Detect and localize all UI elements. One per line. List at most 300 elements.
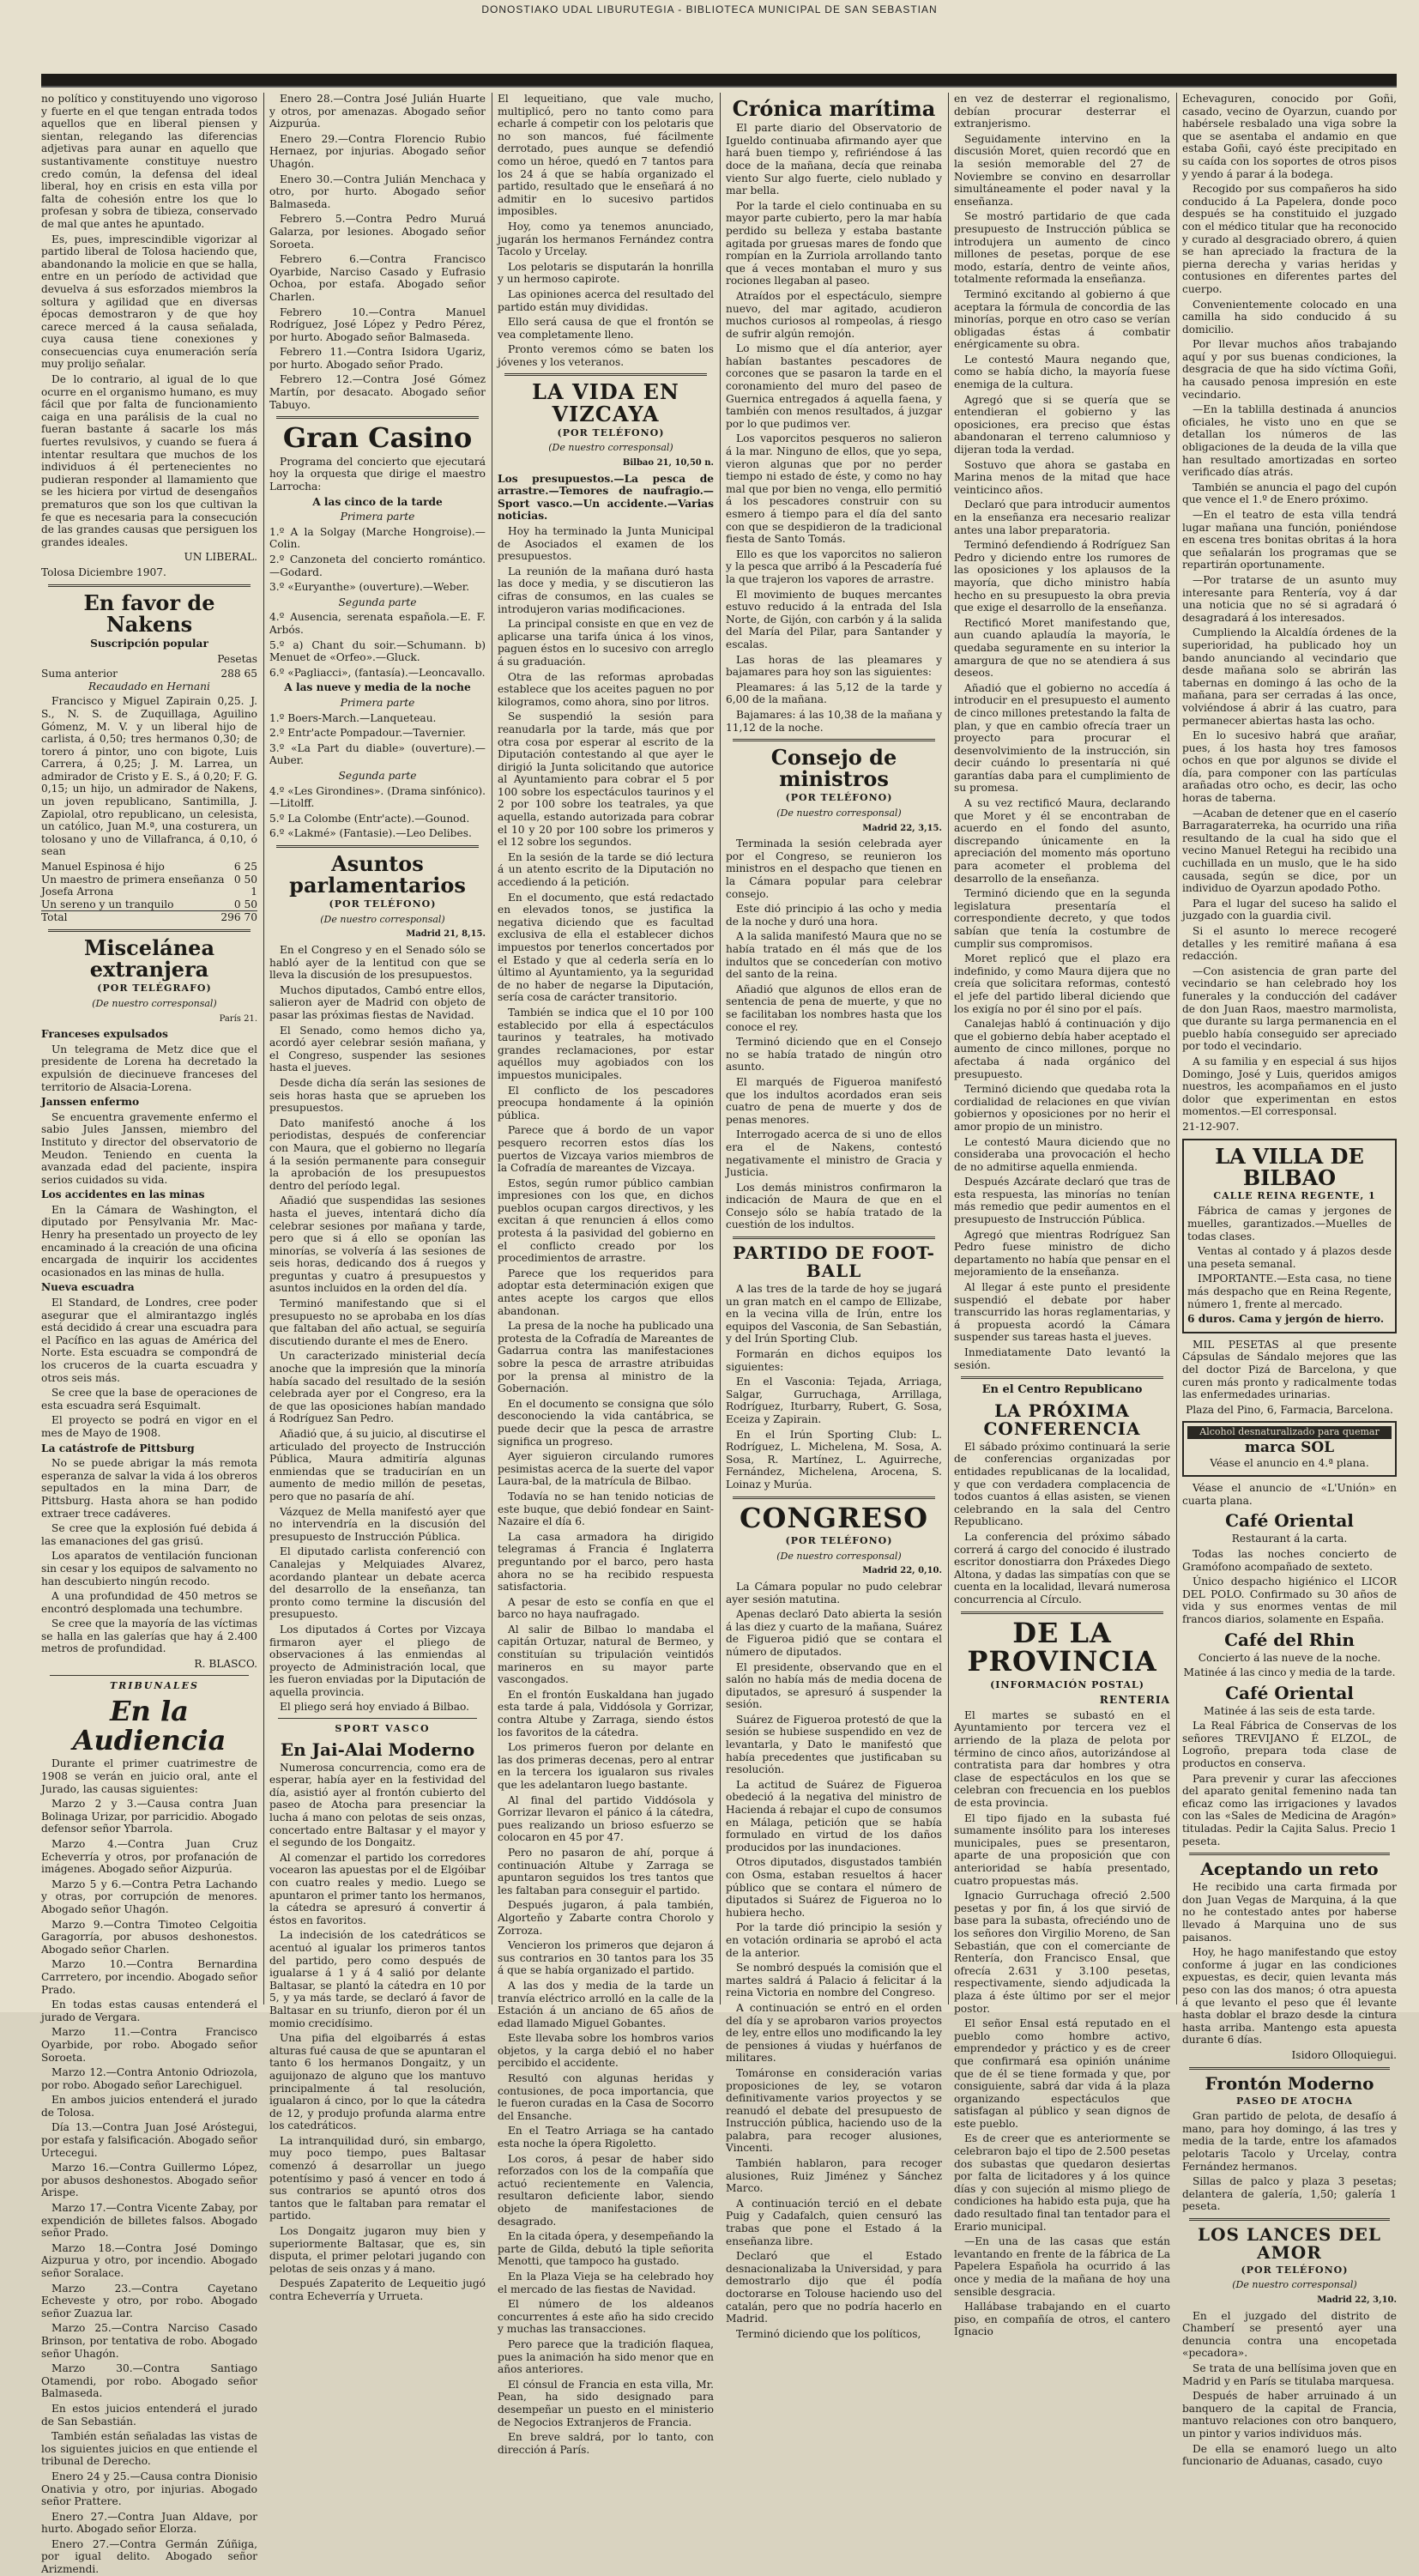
paragraph: Lo mismo que el día anterior, ayer habían bastantes pescadores de corcones que se pasaron la tarde en el coronamiento del muro del paseo de Guernica entregados á aquella faena, y también con menos resultados, á juzgar por lo que pudimos ver. (726, 342, 942, 430)
row-value: 288 65 (220, 668, 257, 680)
paragraph: Por la tarde dió principio la sesión y en votación ordinaria se aprobó el acta de la anterior. (726, 1921, 942, 1959)
paragraph: IMPORTANTE.—Esta casa, no tiene más despacho que en Reina Regente, número 1, frente al mercado. (1187, 1273, 1392, 1310)
paragraph: Ello será causa de que el frontón se vea completamente lleno. (498, 316, 714, 341)
paragraph: En breve saldrá, por lo tanto, con dirección á París. (498, 2431, 714, 2456)
nakens-subtitle: Suscripción popular (90, 637, 208, 650)
paragraph: Es de creer que es anteriormente se celebraron bajo el tipo de 2.500 pesetas dos subastas que quedaron desiertas por falta de licitadores y á los quince días y con sujeción al mismo pliego de condiciones ha habido esta puja, que ha dado resultado final tan tentador para el Erario municipal. (954, 2132, 1170, 2233)
paragraph: Véase el anuncio de «L'Unión» en cuarta plana. (1182, 1482, 1397, 1507)
paragraph: —Con asistencia de gran parte del vecindario se han celebrado hoy los funerales y la conducción del cadáver de don Juan Raos, maestro marmolista, que durante su larga permanencia en el pueblo había conseguido ser apreciado por todo el vecindario. (1182, 964, 1397, 1053)
paragraph: De ella se enamoró luego un alto funcionario de Aduanas, casado, cuyo (1182, 2442, 1397, 2468)
paragraph: Durante el primer cuatrimestre de 1908 se verán en juicio oral, ante el Jurado, las causas siguientes: (41, 1757, 257, 1795)
paragraph: Se cree que la explosión fué debida á las emanaciones del gas grisú. (41, 1522, 257, 1547)
paragraph: Febrero 10.—Contra Manuel Rodríguez, José López y Pedro Pérez, por hurto. Abogado señor Balmaseda. (269, 305, 486, 343)
section-title-fronton: Frontón Moderno (1205, 2072, 1374, 2094)
paragraph: Al llegar á este punto el presidente suspendió el debate por haber transcurrido las horas reglamentarias, y á propuesta acordó la Cámara suspender sus tareas hasta el jueves. (954, 1281, 1170, 1344)
section-title-lances: LOS LANCES DEL AMOR (1198, 2223, 1381, 2263)
paragraph: Marzo 17.—Contra Vicente Zabay, por expendición de billetes falsos. Abogado señor Prado. (41, 2202, 257, 2240)
paragraph: A su familia y en especial á sus hijos Domingo, José y Luis, queridos amigos nuestros, les acompañamos en el justo dolor que experimentan en estos momentos.—El corresponsal. (1182, 1055, 1397, 1118)
paragraph: Se encuentra gravemente enfermo el sabio Jules Janssen, miembro del Instituto y director del observatorio de Meudon. Teniendo en cuenta la avanzada edad del paciente, inspira serios cuidados su vida. (41, 1110, 257, 1186)
paragraph: El Standard, de Londres, cree poder asegurar que el almirantazgo inglés está decidido á crear una escuadra para el Pacífico en las aguas de América del Norte. Esta escuadra se compondrá de los cruceros de la cuarta escuadra y otros seis más. (41, 1297, 257, 1384)
paragraph: Marzo 18.—Contra José Domingo Aizpurua y otro, por incendio. Abogado señor Soralace. (41, 2241, 257, 2279)
section-title-miscelanea: Miscelánea extranjera (83, 935, 214, 983)
program-item: 5.º a) Chant du soir.—Schumann. b) Menuet de «Orfeo».—Gluck. (269, 638, 486, 664)
paragraph: El Senado, como hemos dicho ya, acordó ayer celebrar sesión mañana, y el Congreso, suspender las sesiones hasta el jueves. (269, 1024, 486, 1074)
paragraph: Este dió principio á las ocho y media de la noche y duró una hora. (726, 903, 942, 928)
subhead: Segunda parte (338, 596, 417, 608)
paragraph: Atraídos por el espectáculo, siempre nuevo, del mar agitado, acudieron muchos curiosos al rompeolas, á riesgo de sufrir algún remojón. (726, 289, 942, 340)
paragraph: Gran partido de pelota, de desafío á mano, para hoy domingo, á las tres y media de la tarde, entre los afamados pelotaris Tacolo y Urcelay, contra Fernández hermanos. (1182, 2110, 1397, 2173)
subhead: Primera parte (340, 696, 415, 709)
paragraph: Marzo 2 y 3.—Causa contra Juan Bolinaga Urizar, por parricidio. Abogado defensor señor Ybarrola. (41, 1798, 257, 1835)
paragraph: La Real Fábrica de Conservas de los señores TREVIJANO É ELZOL, de Logroño, prepara toda clase de productos en conserva. (1182, 1720, 1397, 1770)
byline: (POR TELÉFONO) (785, 792, 893, 804)
paragraph: Se cree que la base de operaciones de esta escuadra será Esquimalt. (41, 1387, 257, 1412)
section-label: En el Centro Republicano (981, 1383, 1143, 1397)
paragraph: El lequeitiano, que vale mucho, multiplicó, pero no tanto como para echarle á competir con los pelotaris que no son mancos, fué fácilmente derrotado, pues aunque se defendió como un héroe, quedó en 7 tantos para los 24 á que se había organizado el partido, resultado que le enseñará á no admitir en lo sucesivo partidos imposibles. (498, 93, 714, 218)
subhead: Primera parte (340, 511, 415, 523)
paragraph: Terminó diciendo que los políticos, (736, 2327, 921, 2340)
paragraph: Los Dongaitz jugaron muy bien y superiormente Baltasar, que es, sin disputa, el primer pelotari jugando con pelotas de seis onzas y á mano. (269, 2225, 486, 2275)
divider (278, 1718, 477, 1719)
subhead: A las nueve y media de la noche (284, 681, 471, 694)
paragraph: La reunión de la mañana duró hasta las doce y media, y se discutieron las cifras de consumos, en las cuales se introdujeron varias modificaciones. (498, 565, 714, 615)
section-label: TRIBUNALES (109, 1679, 199, 1691)
paragraph: Otros diputados, disgustados también con Osma, estaban resueltos á hacer público que se contara el número de diputados si Suárez de Figueroa no lo hubiera hecho. (726, 1856, 942, 1919)
program-item: 6.º «Lakmé» (Fantasie).—Leo Delibes. (269, 827, 472, 840)
paragraph: Formarán en dichos equipos los siguientes: (726, 1348, 942, 1373)
subhead: Los accidentes en las minas (41, 1188, 205, 1201)
paragraph: El conflicto de los pescadores preocupa hondamente á la opinión pública. (498, 1084, 714, 1122)
divider (733, 1237, 935, 1239)
column-rule (720, 93, 721, 2005)
paragraph: Terminó defendiendo á Rodríguez San Pedro y diciendo entre los rumores de las oposiciones y los aplausos de la mayoría, que dicho ministro había hecho en su presupuesto la obra previa que exige el desarrollo de la enseñanza. (954, 539, 1170, 614)
dateline: Madrid 22, 3,15. (862, 823, 942, 833)
paragraph: En el Teatro Arriaga se ha cantado esta noche la ópera Rigoletto. (498, 2125, 714, 2150)
paragraph: El tipo fijado en la subasta fué sumamente insólito para los intereses municipales, pues se presentaron, aparte de una proposición que con anterioridad se había presentado, cuatro propuestas más. (954, 1811, 1170, 1887)
paragraph: Cumpliendo la Alcaldía órdenes de la superioridad, ha publicado hoy un bando anunciando al vecindario que desde mañana solo se abrirán las tabernas en domingo á las ocho de la mañana, para ser cerradas á las once, volviéndose á abrir á las cuatro, para permanecer abiertas hasta las ocho. (1182, 626, 1397, 727)
paragraph: En todas estas causas entenderá el jurado de Vergara. (41, 1999, 257, 2023)
paragraph: A una profundidad de 450 metros se encontró desplomada una techumbre. (41, 1590, 257, 1615)
ad-address: PASEO DE ATOCHA (1236, 2095, 1353, 2107)
paragraph: Terminó excitando al gobierno á que aceptara la fórmula de concordia de las minorías, porque en otro caso se verían obligadas éstas á combatir enérgicamente su obra. (954, 287, 1170, 351)
row-label: Josefa Arrona (41, 886, 114, 898)
column-2 (269, 93, 486, 2302)
paragraph: en vez de desterrar el regionalismo, debían procurar desterrar el extranjerismo. (954, 93, 1170, 130)
divider (961, 1376, 1163, 1379)
paragraph: Febrero 6.—Contra Francisco Oyarbide, Narciso Casado y Eufrasio Ochoa, por estafa. Abogado señor Charlen. (269, 253, 486, 303)
byline: (POR TELÉFONO) (329, 898, 437, 910)
paragraph: En la citada ópera, y desempeñando la parte de Gilda, debutó la tiple señorita Menotti, que tampoco ha gustado. (498, 2230, 714, 2268)
paragraph: El parte diario del Observatorio de Igueldo continuaba afirmando ayer que hará buen tiempo y, refiriéndose á las doce de la mañana, decía que reinaba viento Sur algo fuerte, cielo nublado y mar bella. (726, 122, 942, 197)
divider (1189, 2218, 1390, 2221)
ad-villa-bilbao (1182, 1139, 1397, 1333)
paragraph: Pronto veremos cómo se baten los jóvenes y los veteranos. (498, 343, 714, 368)
nakens-row (41, 898, 257, 911)
paragraph: La presa de la noche ha publicado una protesta de la Cofradía de Mareantes de Gadarrua contra las manifestaciones sobre la pesca de arrastre atribuidas por la prensa al ministro de la Gobernación. (498, 1320, 714, 1395)
paragraph: Sostuvo que ahora se gastaba en Marina menos de la mitad que hace veinticinco años. (954, 458, 1170, 496)
paragraph: Terminó diciendo que en la segunda legislatura presentaría el correspondiente decreto, y que todos sabían que tenía la costumbre de cumplir sus compromisos. (954, 887, 1170, 950)
paragraph: Parece que los requeridos para adoptar esta determinación exigen que antes acepte los cargos que ellos abandonan. (498, 1267, 714, 1317)
dateline: Madrid 22, 0,10. (862, 1566, 942, 1576)
divider (961, 1612, 1163, 1614)
program-item: 3.º «La Part du diable» (ouverture).—Auber. (269, 741, 486, 767)
paragraph: A las dos y media de la tarde un tranvía eléctrico arrolló en la calle de la Estación á un anciano de 65 años de edad llamado Miguel Gobantes. (498, 1979, 714, 2029)
paragraph: —Acaban de detener que en el caserío Barragaraterreka, ha ocurrido una riña resultando de la cual ha sido que el vecino Manuel Retegui ha recibido una cuchillada en un muslo, que le ha sido causada, según se dice, por un individuo de Oyarzun apodado Potho. (1182, 807, 1397, 895)
section-label: SPORT VASCO (335, 1723, 431, 1735)
paragraph: —Por tratarse de un asunto muy interesante para Rentería, voy á dar una noticia que no sé si agradará ó desagradará á los interesados. (1182, 573, 1397, 624)
paragraph: Terminó diciendo que quedaba rota la cordialidad de relaciones en que vivían gobiernos y oposiciones por no herir el amor propio de un ministro. (954, 1083, 1170, 1133)
paragraph: El proyecto se podrá en vigor en el mes de Mayo de 1908. (41, 1414, 257, 1439)
paragraph: Al final del partido Viddósola y Gorrizar llevaron el pánico á la cátedra, pues realizando un brioso esfuerzo se colocaron en 45 por 47. (498, 1793, 714, 1844)
column-3 (498, 93, 714, 2456)
paragraph: El pliego será hoy enviado á Bilbao. (280, 1701, 469, 1714)
paragraph: Le contestó Maura negando que, como se había dicho, la mayoría fuese enemiga de la cultura. (954, 353, 1170, 391)
paragraph: El presidente, observando que en el salón no había más de media docena de diputados, se apresuró á suspender la sesión. (726, 1660, 942, 1711)
paragraph: Febrero 11.—Contra Isidora Ugariz, por hurto. Abogado señor Prado. (269, 346, 486, 371)
paragraph: En ambos juicios entenderá el jurado de Tolosa. (41, 2094, 257, 2119)
divider (276, 845, 479, 848)
section-title-nakens: En favor de Nakens (83, 590, 215, 637)
program-item: 2.º Canzoneta del concierto romántico.—Godard. (269, 553, 486, 578)
paragraph: A las tres de la tarde de hoy se jugará un gran match en el campo de Ellizabe, en la vecina villa de Irún, entre los equipos del Vasconia, de San Sebastián, y del Irún Sporting Club. (726, 1283, 942, 1345)
paragraph: Un telegrama de Metz dice que el presidente de Lorena ha decretado la expulsión de diecinueve franceses del territorio de Alsacia-Lorena. (41, 1043, 257, 1093)
paragraph: Después Azcárate declaró que tras de esta respuesta, las minorías no tenían más remedio que pedir aumentos en el presupuesto de Instrucción Pública. (954, 1176, 1170, 1226)
paragraph: Inmediatamente Dato levantó la sesión. (954, 1346, 1170, 1371)
paragraph: Plaza del Pino, 6, Farmacia, Barcelona. (1186, 1403, 1393, 1416)
paragraph: Ayer siguieron circulando rumores pesimistas acerca de la suerte del vapor Laura-bal, de la matrícula de Bilbao. (498, 1450, 714, 1488)
byline: (De nuestro corresponsal) (776, 1550, 902, 1562)
nakens-unit: Pesetas (217, 652, 257, 665)
paragraph: Los coros, á pesar de haber sido reforzados con los de la compañía que actuó recientemente en Valencia, resultaron deficiente labor, siendo objeto de manifestaciones de desagrado. (498, 2152, 714, 2228)
paragraph: Enero 29.—Contra Florencio Rubio Hernaez, por injurias. Abogado señor Uhagón. (269, 132, 486, 170)
paragraph: Parece que á bordo de un vapor pesquero recorren estos días los puertos de Vizcaya varios miembros de la Cofradía de mareantes de Vizcaya. (498, 1124, 714, 1175)
paragraph: Se nombró después la comisión que el martes saldrá á Palacio á felicitar á la reina Victoria en nombre del Congreso. (726, 1962, 942, 1999)
paragraph: Restaurant á la carta. (1231, 1533, 1348, 1545)
paragraph: A su vez rectificó Maura, declarando que Moret y él se encontraban de acuerdo en el fondo del asunto, discrepando únicamente en la apreciación del momento más oportuno para acometer el problema del desarrollo de la enseñanza. (954, 797, 1170, 885)
paragraph: —En una de las casas que están levantando en frente de la fábrica de La Papelera Española ha ocurrido á las once y media de la mañana de hoy una sensible desgracia. (954, 2235, 1170, 2298)
byline: (POR TELÉFONO) (785, 1535, 893, 1547)
paragraph: También hablaron, para recoger alusiones, Ruiz Jiménez y Sánchez Marco. (726, 2157, 942, 2195)
paragraph: Marzo 11.—Contra Francisco Oyarbide, por robo. Abogado señor Soroeta. (41, 2026, 257, 2064)
summary: Los presupuestos.—La pesca de arrastre.—Temores de naufragio.—Sport vasco.—Un accidente.—Varias noticias. (498, 472, 714, 523)
paragraph: Moret replicó que el plazo era indefinido, y como Maura dijera que no creía que solicitara reformas, contestó el jefe del partido liberal diciendo que los exigía no por él sino por el país. (954, 952, 1170, 1015)
paragraph: no político y constituyendo uno vigoroso y fuerte en el que tengan entrada todos aquellos que en liberal piensen y sientan, relegando las diferencias adjetivas para aunar en aquello que sustantivamente constituye nuestro credo común, la defensa del ideal liberal, hoy en crisis en esta villa por falta de cohesión entre los que lo profesan y sobra de tibieza, conservado de mal que antes he apuntado. (41, 93, 257, 230)
paragraph: Una pifia del elgoibarrés á estas alturas fué causa de que se apuntaran el tanto 6 los hermanos Dongaitz, y un aguijonazo de alguno que los mantuvo principalmente á tal resolución, igualaron á cinco, por lo que la cátedra de 12, y produjo profunda alarma entre los catedráticos. (269, 2032, 486, 2132)
dateline: Madrid 21, 8,15. (406, 929, 486, 940)
paragraph: —En el teatro de esta villa tendrá lugar mañana una función, poniéndose en escena tres bonitas obritas á la hora que señalarán los programas que se repartirán oportunamente. (1182, 509, 1397, 571)
paragraph: Después de haber arruinado á un banquero de la capital de Francia, mantuvo relaciones con otro banquero, un pintor y varios individuos más. (1182, 2390, 1397, 2440)
paragraph: Marzo 10.—Contra Bernardina Carrretero, por incendio. Abogado señor Prado. (41, 1958, 257, 1996)
paragraph: La intranquilidad duró, sin embargo, muy poco tiempo, pues Baltasar comenzó á desarrollar un juego potentísimo y pasó á vencer en todo á sus contrarios se apuntó otros dos tantos que le faltaban para rematar el partido. (269, 2134, 486, 2222)
paragraph: Declaró que el Estado desnacionalizaba la Universidad, y para demostrarlo dijo que él podía doctorarse en Tolouse haciendo uso del catalán, pero que no podría hacerlo en Madrid. (726, 2250, 942, 2325)
program-item: 4.º Ausencia, serenata española.—E. F. Arbós. (269, 611, 486, 636)
paragraph: La principal consiste en que en vez de aplicarse una tarifa única á los vinos, paguen éstos en lo sucesivo con arreglo á su graduación. (498, 618, 714, 668)
paragraph: Marzo 9.—Contra Timoteo Celgoitia Garagorría, por abusos deshonestos. Abogado señor Charlen. (41, 1918, 257, 1956)
paragraph: Enero 24 y 25.—Causa contra Dionisio Onativia y otro, por injurias. Abogado señor Prattere. (41, 2470, 257, 2508)
paragraph: En el documento se consigna que sólo desconociendo la vida cantábrica, se puede decir que la pesca de arrastre significa un progreso. (498, 1397, 714, 1448)
paragraph: Día 13.—Contra Juan José Aróstegui, por estafa y falsificación. Abogado señor Urtecegui. (41, 2121, 257, 2159)
row-value: 296 70 (220, 911, 257, 924)
paragraph: Añadió que algunos de ellos eran de sentencia de pena de muerte, y que no se facilitaban los nombres hasta que los conoce el rey. (726, 983, 942, 1033)
paragraph: Matinée á las seis de esta tarde. (1204, 1704, 1375, 1717)
paragraph: También están señaladas las vistas de los siguientes juicios en que entiende el tribunal de Derecho. (41, 2430, 257, 2468)
dateline: Tolosa Diciembre 1907. (41, 565, 166, 578)
paragraph: Si el asunto lo merece recogeré detalles y les remitiré mañana á esa redacción. (1182, 925, 1397, 963)
paragraph: Todas las noches concierto de Gramófono acompañado de sexteto. (1182, 1547, 1397, 1573)
paragraph: Estos, según rumor público cambian impresiones con los que, en dichos pueblos ocupan cargos directivos, y les excitan á que renuncien á ellos como protesta á la pasividad del gobierno en el conflicto creado por los procedimientos de arrastre. (498, 1176, 714, 1265)
section-title-cronica: Crónica marítima (732, 96, 936, 121)
paragraph: En la Cámara de Washington, el diputado por Pensylvania Mr. Mac-Henry ha presentado un proyecto de ley encaminado á la creación de una oficina encargada de inquirir los accidentes ocasionados en las minas de hulla. (41, 1203, 257, 1279)
paragraph: La indecisión de los catedráticos se acentuó al igualar los primeros tantos del partido, pero como después de igualarse á 1 y á 4 salió por delante Baltasar, se plantó la cátedra en 10 por 5, y ya más tarde, se declaró á favor de Baltasar en su triunfo, dieron por él un momio crecidísimo. (269, 1929, 486, 2029)
dateline: 21-12-907. (1182, 1120, 1240, 1133)
paragraph: Marzo 23.—Contra Cayetano Echeveste y otro, por robo. Abogado señor Zuazua lar. (41, 2282, 257, 2319)
subhead: Segunda parte (338, 769, 417, 782)
paragraph: Desde dicha día serán las sesiones de seis horas hasta que se aprueben los presupuestos. (269, 1076, 486, 1115)
paragraph: Hoy, como ya tenemos anunciado, jugarán los hermanos Fernández contra Tacolo y Urcelay. (498, 220, 714, 258)
column-rule (1176, 93, 1177, 2005)
paragraph: Pero parece que la tradición flaquea, pues la animación ha sido menor que en años anteriores. (498, 2337, 714, 2376)
column-1 (41, 93, 258, 2576)
row-value: 6 25 (233, 861, 257, 874)
row-value: 1 (251, 886, 257, 898)
paragraph: Ventas al contado y á plazos desde una peseta semanal. (1187, 1245, 1392, 1270)
paragraph: Los primeros fueron por delante en las dos primeras decenas, pero al entrar en la tercera los igualaron sus rivales que les adelantaron luego bastante. (498, 1741, 714, 1791)
nakens-row (41, 668, 257, 680)
nakens-total-row (41, 910, 257, 924)
paragraph: El número de los aldeanos concurrentes á este año ha sido crecido y muchas las transacciones. (498, 2298, 714, 2336)
paragraph: En el juzgado del distrito de Chamberí se presentó ayer una denuncia contra una encopetada «pecadora». (1182, 2309, 1397, 2360)
paragraph: Los pelotaris se disputarán la honrilla y un hermoso capirote. (498, 260, 714, 286)
paragraph: En la Plaza Vieja se ha celebrado hoy el mercado de las fiestas de Navidad. (498, 2270, 714, 2295)
paragraph: Suárez de Figueroa protestó de que la sesión se hubiese suspendido en vez de levantarla, y Dato le manifestó que había precedentes que justificaban su resolución. (726, 1713, 942, 1776)
subhead: Nueva escuadra (41, 1281, 135, 1294)
section-title-jai-alai: En Jai-Alai Moderno (280, 1738, 475, 1760)
paragraph: Sillas de palco y plaza 3 pesetas; delantera de galería, 1,50; galería 1 peseta. (1182, 2175, 1397, 2213)
paragraph: He recibido una carta firmada por don Juan Vegas de Marquina, á la que no he contestado antes por haberse llevado á Marquina uno de sus paisanos. (1182, 1881, 1397, 1944)
paragraph: En estos juicios entenderá el jurado de San Sebastián. (41, 2402, 257, 2428)
nakens-row (41, 861, 257, 874)
paragraph: Hoy, he hago manifestando que estoy conforme á jugar en las condiciones expuestas, es decir, quien levanta más peso con las dos manos; ó otra apuesta á que levanto el peso que él levante hasta doblar el brazo desde la cintura hasta arriba. Mantengo esta apuesta durante 6 días. (1182, 1946, 1397, 2047)
paragraph: Ello es que los vaporcitos no salieron y la pesca que arribó á la Pescadería fué la que trajeron los vapores de arrastre. (726, 547, 942, 585)
paragraph: Enero 27.—Contra Juan Aldave, por hurto. Abogado señor Elorza. (41, 2510, 257, 2536)
byline: (De nuestro corresponsal) (92, 997, 217, 1009)
paragraph: Pleamares: á las 5,12 de la tarde y 6,00 de la mañana. (726, 680, 942, 706)
paragraph: Terminó diciendo que en el Consejo no se había tratado de ningún otro asunto. (726, 1036, 942, 1073)
byline: (De nuestro corresponsal) (776, 807, 902, 819)
dateline: Madrid 22, 3,10. (1317, 2295, 1397, 2306)
paragraph: El sábado próximo continuará la serie de conferencias organizadas por entidades republicanas de la localidad, y que con verdadera complacencia de todos cuantos á ellas asisten, se vienen celebrando en la sala del Centro Republicano. (954, 1440, 1170, 1528)
paragraph: Para prevenir y curar las afecciones del aparato genital femenino nada tan eficaz como las irrigaciones y lavados con las «Sales de Medicina de Aragón» tituladas. Pedir la Cajita Salus. Precio 1 peseta. (1182, 1772, 1397, 1847)
paragraph: La conferencia del próximo sábado correrá á cargo del conocido é ilustrado escritor donostiarra don Práxedes Diego Altona, y dadas las simpatías con que se cuenta en la localidad, llevará numerosa concurrencia al Círculo. (954, 1530, 1170, 1605)
paragraph: Después Zapaterito de Lequeitio jugó contra Echeverría y Urrueta. (269, 2277, 486, 2302)
paragraph: La casa armadora ha dirigido telegramas á Francia é Inglaterra preguntando por el barco, pero hasta ahora no se ha recibido respuesta satisfactoria. (498, 1530, 714, 1593)
paragraph: Un caracterizado ministerial decía anoche que la impresión que la minoría había sacado del resultado de la sesión celebrada ayer por el Congreso, era la de que las oposiciones habían mandado á Rodríguez San Pedro. (269, 1350, 486, 1425)
paragraph: Se suspendió la sesión para reanudarla por la tarde, más que por otra cosa por esperar al escrito de la Diputación contestando al que ayer le dirigió la Junta solicitando que autorice al Ayuntamiento para cobrar el 5 por 100 sobre los espectáculos taurinos y el 2 por 100 sobre los teatrales, ya que aquella, estando autorizada para cobrar el 10 y 20 por 100 sobre los primeros y el 12 sobre los segundos. (498, 711, 714, 849)
subhead: Janssen enfermo (41, 1096, 140, 1109)
nakens-intro: Recaudado en Hernani (88, 680, 210, 692)
program-item: 1.º Boers-March.—Lanqueteau. (269, 711, 437, 724)
ad-banner: Alcohol desnaturalizado para quemar (1187, 1426, 1392, 1439)
paragraph: Para el lugar del suceso ha salido el juzgado con la guardia civil. (1182, 897, 1397, 922)
paragraph: Recogido por sus compañeros ha sido conducido á La Papelera, donde poco después se ha constituido el juzgado con el médico titular que ha reconocido y curado al desgraciado obrero, á quien se han apreciado la fractura de la pierna derecha y varias heridas y contusiones en diferentes partes del cuerpo. (1182, 183, 1397, 295)
paragraph: El señor Ensal está reputado en el pueblo como hombre activo, emprendedor y práctico y es de creer que confirmará esa opinión unánime que de él se tiene formada y que, por consiguiente, sabrá dar vida á la plaza organizando espectáculos que satisfagan al público y sean dignos de este pueblo. (954, 2017, 1170, 2130)
divider (1189, 2067, 1390, 2070)
paragraph: Se cree que la mayoría de las víctimas se halla en las galerías que hay á 2.400 metros de profundidad. (41, 1618, 257, 1655)
paragraph: Al salir de Bilbao lo mandaba el capitán Ortuzar, natural de Bermeo, y constituían su tripulación veintidós marineros en su mayor parte vascongados. (498, 1623, 714, 1686)
row-label: Un sereno y un tranquilo (41, 898, 174, 910)
paragraph: Francisco y Miguel Zapirain 0,25. J. S., N. S. de Zuquillaga, Aguilino Gómenz, M. V. y un liberal hijo de carlista, á 0,50; tres hermanos 0,30; de torero á pintor, uno con bigote, Luis Carrera, á 0,25; J. M. Larrea, un admirador de Cristo y E. S., á 0,20; F. G. 0,15; un hijo, un admirador de Nakens, un joven republicano, Santimilla, J. Zapiolal, otro republicano, un celesista, un católico, Juan M.ª, una costurera, un tolosano y uno de Villafranca, á 0,10, ó sean (41, 695, 257, 858)
subhead: A las cinco de la tarde (312, 495, 443, 508)
paragraph: Es, pues, imprescindible vigorizar al partido liberal de Tolosa haciendo que, abandonando la molicie en que se halla, entre en un período de actividad que devuelva á sus esforzados miembros la soltura y agilidad que en diversas épocas demostraron y de que hoy carece merced á la causa señalada, cuya causa tiene conexiones y consecuencias cuya enumeración sería muy prolijo señalar. (41, 233, 257, 371)
paragraph: Las horas de las pleamares y bajamares para hoy son las siguientes: (726, 653, 942, 679)
paragraph: Canalejas habló á continuación y dijo que el gobierno debía haber aceptado el aumento de cinco millones, porque no afectaba á nada orgánico del presupuesto. (954, 1018, 1170, 1080)
paragraph: Ignacio Gurruchaga ofreció 2.500 pesetas y por fin, á los que sirvió de base para la subasta, ofreciéndo uno de los señores don Virgilio Moreno, de San Sebastián, que con el comerciante de Rentería, don Francisco Ensal, que ofrecía 2.631 y 3.100 pesetas, respectivamente, siendo adjudicada la plaza á éste último por ser el mejor postor. (954, 1890, 1170, 2015)
byline: (INFORMACIÓN POSTAL) (990, 1678, 1144, 1690)
paragraph: Febrero 12.—Contra José Gómez Martín, por desacato. Abogado señor Tabuyo. (269, 373, 486, 411)
dateline: Bilbao 21, 10,50 n. (622, 458, 714, 469)
row-label: Total (41, 911, 68, 924)
program-item: 2.º Entr'acte Pompadour.—Tavernier. (269, 727, 467, 740)
paragraph: Bajamares: á las 10,38 de la mañana y 11,12 de la noche. (726, 708, 942, 734)
divider (504, 373, 707, 376)
section-title-conferencia: LA PRÓXIMA CONFERENCIA (983, 1400, 1141, 1439)
paragraph: Marzo 5 y 6.—Contra Petra Lachando y otras, por corrupción de menores. Abogado señor Uhagón. (41, 1878, 257, 1915)
section-title-vizcaya: LA VIDA EN VIZCAYA (532, 379, 679, 426)
paragraph: Matinée á las cinco y media de la tarde. (1183, 1666, 1396, 1679)
byline: (POR TELÉFONO) (557, 426, 665, 438)
paragraph: De lo contrario, al igual de lo que ocurre en el organismo humano, es muy fácil que por falta de funcionamiento caiga en una parálisis de la cual no fueran bastante á sacarle los más fuertes revulsivos, y cuando se fuera á intentar resultara que muchos de los individuos á él pertenecientes no pudieran responder al llamamiento que se les hiciera por virtud de desengaños prematuros que son los que cultivan la fe que es necesaria para la consecución de las grandes causas que persiguen los grandes ideales. (41, 373, 257, 548)
ad-title: marca SOL (1244, 1438, 1335, 1456)
section-title-audiencia: En la Audiencia (72, 1695, 226, 1757)
paragraph: En el Irún Sporting Club: L. Rodríguez, L. Michelena, M. Sosa, A. Sosa, R. Martínez, L. Aguirreche, Fernández, Michelena, Arocena, S. Loinaz y Murúa. (726, 1428, 942, 1491)
paragraph: Interrogado acerca de si uno de ellos era el de Nakens, contestó negativamente el ministro de Gracia y Justicia. (726, 1128, 942, 1179)
paragraph: También se indica que el 10 por 100 establecido por ella á espectáculos taurinos y teatrales, ha motivado grandes reclamaciones, por estar aquéllos muy agobiados con los impuestos municipales. (498, 1006, 714, 1081)
program-item: 5.º La Colombe (Entr'acte).—Gounod. (269, 812, 470, 825)
paragraph: Único despacho higiénico el LICOR DEL POLO. Confirmado su 30 años de vida y sus enormes ventas de mil francos diarios, solamente en España. (1182, 1575, 1397, 1625)
paragraph: No se puede abrigar la más remota esperanza de salvar la vida á los obreros sepultados en la mina Darr, de Pittsburg. Hasta ahora se han podido extraer trece cadáveres. (41, 1457, 258, 1520)
subhead: La catástrofe de Pittsburg (41, 1442, 195, 1454)
paragraph: Por la tarde el cielo continuaba en su mayor parte cubierto, pero la mar había perdido su belleza y estaba bastante agitada por gruesas mares de fondo que rompían en la Zurriola arrollando tanto que á veces montaban el muro y sus rociones llegaban al paseo. (726, 199, 942, 287)
paragraph: Enero 27.—Contra Germán Zúñiga, por igual delito. Abogado señor Arizmendi. (41, 2537, 257, 2576)
program-item: 1.º A la Solgay (Marche Hongroise).—Colin. (269, 525, 486, 551)
column-6 (1182, 93, 1397, 2468)
ad-alcohol-sol (1182, 1421, 1397, 1477)
paragraph: Los diputados á Cortes por Vizcaya firmaron ayer el pliego de observaciones á las enmiendas al proyecto de Administración local, que les fueron enviadas por la Diputación de aquella provincia. (269, 1623, 486, 1698)
paragraph: Por llevar muchos años trabajando aquí y por sus buenas condiciones, la desgracia de que ha sido víctima Goñi, ha causado penosa impresión en este vecindario. (1182, 338, 1397, 401)
paragraph: Dato manifestó anoche á los periodistas, después de conferenciar con Maura, que el gobierno no llegaría á la sesión permanente para conseguir la aprobación de los presupuestos dentro del período legal. (269, 1116, 486, 1192)
paragraph: Marzo 4.—Contra Juan Cruz Echeverría y otros, por profanación de imágenes. Abogado señor Aizpurúa. (41, 1838, 257, 1876)
divider (733, 1497, 935, 1499)
row-label: Suma anterior (41, 668, 118, 680)
section-title-football: PARTIDO DE FOOT-BALL (733, 1243, 935, 1282)
paragraph: Añadió que, á su juicio, al discutirse el articulado del proyecto de Instrucción Pública, Maura admitiría algunas enmiendas que se traducirían en un aumento de medio millón de pesetas, pero que no pasaría de ahí. (269, 1428, 486, 1503)
divider (1189, 1853, 1390, 1855)
paragraph: Se mostró partidario de que cada presupuesto de Instrucción pública se introdujera un aumento de cinco millones de pesetas, porque de ese modo, estaría, dentro de veinte años, totalmente reformada la enseñanza. (954, 210, 1170, 286)
paragraph: En el documento, que está redactado en elevados tonos, se justifica la negativa diciendo que es facultad exclusiva de ella el establecer dichos impuestos por tenerlos concertados por el Estado y que al cederla sería en lo último al Ayuntamiento, ya la seguridad de no haber de negarse la Diputación, sería cosa de carácter transitorio. (498, 891, 714, 1004)
archive-header: DONOSTIAKO UDAL LIBURUTEGIA - BIBLIOTECA MUNICIPAL DE SAN SEBASTIAN (481, 3, 938, 15)
nakens-row (41, 886, 257, 898)
paragraph: Fábrica de camas y jergones de muelles, garantizados.—Muelles de todas clases. (1187, 1205, 1392, 1243)
paragraph: Resultó con algunas heridas y contusiones, de poca importancia, que le fueron curadas en la Casa de Socorro del Ensanche. (498, 2072, 714, 2122)
section-title-consejo: Consejo de ministros (770, 745, 897, 792)
paragraph: Le contestó Maura diciendo que no consideraba una provocación el hecho de no admitirse aquella enmienda. (954, 1135, 1170, 1173)
row-label: Un maestro de primera enseñanza (41, 873, 225, 886)
ad-title: Café del Rhin (1224, 1629, 1355, 1650)
column-5 (954, 93, 1170, 2338)
section-title-reto: Aceptando un reto (1200, 1859, 1379, 1880)
paragraph: Añadió que suspendidas las sesiones hasta el jueves, intentará dicho día celebrar sesiones por mañana y tarde, pero que si á ello se oponían las minorías, se volvería á las sesiones de seis horas, dedicando dos á ruegos y preguntas y cuatro á presupuestos y asuntos incluidos en la orden del día. (269, 1194, 486, 1295)
signature: R. BLASCO. (194, 1658, 257, 1671)
column-rule (263, 93, 264, 2005)
byline: (POR TELÉGRAFO) (97, 983, 212, 995)
paragraph: Vázquez de Mella manifestó ayer que no intervendría en la discusión del presupuesto de Instrucción Pública. (269, 1505, 486, 1543)
paragraph: Rectificó Moret manifestando que, aun cuando aplaudía la mayoría, le quedaba seguramente en su interior la amargura de que no se atendiera á sus deseos. (954, 616, 1170, 680)
paragraph: Convenientemente colocado en una camilla ha sido conducido á su domicilio. (1182, 298, 1397, 336)
paragraph: Este llevaba sobre los hombros varios objetos, y la carga debió el no haber percibido el accidente. (498, 2032, 714, 2070)
section-title-asuntos: Asuntos parlamentarios (289, 850, 466, 898)
paragraph: Vencieron los primeros que dejaron á sus contrarios en 30 tantos para los 35 á que se había organizado el partido. (498, 1939, 714, 1977)
divider (48, 929, 251, 932)
paragraph: El diputado carlista conferenció con Canalejas y Melquiades Alvarez, acordando plantear un debate acerca del desarrollo de la enseñanza, tan pronto como termine la discusión del presupuesto. (269, 1545, 486, 1621)
column-rule (948, 93, 949, 2005)
paragraph: —En la tablilla destinada á anuncios oficiales, he visto uno en que se detallan los números de las obligaciones de la deuda de la villa que han resultado amortizadas en sorteo verificado días atrás. (1182, 403, 1397, 479)
paragraph: Enero 30.—Contra Julián Menchaca y otro, por hurto. Abogado señor Balmaseda. (269, 172, 486, 210)
paragraph: Muchos diputados, Cambó entre ellos, salieron ayer de Madrid con objeto de pasar las próximas fiestas de Navidad. (269, 983, 486, 1021)
paragraph: Echevaguren, conocido por Goñi, casado, vecino de Oyarzun, cuando por habérsele resbalado una viga sobre la que se asentaba el andamio en que estaba Goñi, cayó éste precipitado en su caída con los soportes de otros pisos y yendo á parar á la bodega. (1182, 93, 1397, 180)
ad-title: Café Oriental (1225, 1682, 1354, 1703)
paragraph: A la salida manifestó Maura que no se había tratado en él más que de los indultos que se concederían con motivo del santo de la reina. (726, 930, 942, 981)
paragraph: Marzo 12.—Contra Antonio Odriozola, por robo. Abogado señor Larechiguel. (41, 2066, 257, 2091)
paragraph: 6 duros. Cama y jergón de hierro. (1187, 1313, 1385, 1326)
paragraph: En la sesión de la tarde se dió lectura á un atento escrito de la Diputación no accediendo á la petición. (498, 850, 714, 889)
paragraph: El cónsul de Francia en esta villa, Mr. Pean, ha sido designado para desempeñar un puesto en el ministerio de Negocios Extranjeros de Francia. (498, 2378, 714, 2428)
paragraph: Apenas declaró Dato abierta la sesión á las diez y cuarto de la mañana, Suárez de Figueroa pidió que se contara el número de diputados. (726, 1608, 942, 1658)
byline: (POR TELÉFONO) (1241, 2264, 1349, 2276)
paragraph: El movimiento de buques mercantes estuvo reducido á la entrada del Isla Norte, de Gijón, con carbón y á la salida del María del Pilar, para Santander y escalas. (726, 588, 942, 650)
paragraph: Concierto á las nueve de la noche. (1198, 1651, 1381, 1664)
program-item: 6.º «Pagliacci», (fantasía).—Leoncavallo. (269, 666, 486, 679)
divider (50, 1675, 249, 1676)
paragraph: En el frontón Euskaldana han jugado esta tarde á pala, Viddósola y Gorrizar, contra Altube y Zarraga, siendo éstos los favoritos de la cátedra. (498, 1688, 714, 1738)
subhead: Franceses expulsados (41, 1028, 168, 1041)
paragraph: Otra de las reformas aprobadas establece que los aceites paguen no por kilogramos, como ahora, sino por litros. (498, 670, 714, 708)
paragraph: También se anuncia el pago del cupón que vence el 1.º de Enero próximo. (1182, 481, 1397, 506)
paragraph: Enero 28.—Contra José Julián Huarte y otros, por amenazas. Abogado señor Aizpurúa. (269, 93, 486, 130)
section-title-congreso: CONGRESO (740, 1501, 928, 1534)
paragraph: Declaró que para introducir aumentos en la enseñanza era necesario realizar antes una labor preparatoria. (954, 499, 1170, 536)
paragraph: El martes se subastó en el Ayuntamiento por tercera vez el arriendo de la plaza de pelota por término de cinco años, autorizándose al contratista para dar hombres y otra clase de espectáculos en los que se celebran con frecuencia en los pueblos de esta provincia. (954, 1708, 1170, 1810)
byline: (De nuestro corresponsal) (1232, 2279, 1357, 2291)
paragraph: Numerosa concurrencia, como era de esperar, había ayer en la festividad del día, asistió ayer al frontón cubierto del paseo de Atocha para presenciar la lucha á mano con pelotas de seis onzas, concertado entre Baltasar y el mayor y el segundo de los Dongaitz. (269, 1761, 486, 1849)
signature: UN LIBERAL. (184, 551, 257, 564)
ad-address: CALLE REINA REGENTE, 1 (1213, 1189, 1376, 1201)
column-4 (726, 93, 942, 2340)
paragraph: Pero no pasaron de ahí, porque á continuación Altube y Zarraga se apuntaron seguidos los tres tantos que les faltaban para conseguir el partido. (498, 1846, 714, 1896)
paragraph: Hallábase trabajando en el cuarto piso, en compañía de otros, el cantero Ignacio (954, 2301, 1170, 2338)
paragraph: Marzo 25.—Contra Narciso Casado Brinson, por tentativa de robo. Abogado señor Uhagón. (41, 2322, 257, 2360)
paragraph: Agregó que mientras Rodríguez San Pedro fuese ministro de dicho departamento no había que pensar en el mejoramiento de la enseñanza. (954, 1228, 1170, 1279)
paragraph: Terminó manifestando que si el presupuesto no se aprobaba en los días que faltaban del año actual, se seguiría discutiendo durante el mes de Enero. (269, 1297, 486, 1347)
paragraph: Al comenzar el partido los corredores vocearon las apuestas por el de Elgóibar con cuatro reales y medio. Luego se apuntaron el primer tanto los hermanos, la cátedra se apresuró á convertir á éstos en favoritos. (269, 1851, 486, 1926)
paragraph: El marqués de Figueroa manifestó que los indultos acordados eran seis cuatro de pena de muerte y dos de penas menores. (726, 1075, 942, 1126)
section-title-provincia: DE LA PROVINCIA (967, 1616, 1157, 1678)
divider (733, 739, 935, 741)
paragraph: En el Vasconia: Tejada, Arriaga, Salgar, Gurruchaga, Arrillaga, Rodríguez, Iturbarry, Rubert, G. Sosa, Eceiza y Zapirain. (726, 1376, 942, 1425)
paragraph: La Cámara popular no pudo celebrar ayer sesión matutina. (726, 1580, 942, 1605)
paragraph: Añadió que el gobierno no accedía á introducir en el presupuesto el aumento de cinco millones pretestando la falta de plan, y que en cambio ofrecía traer un proyecto para procurar el desenvolvimiento de la instrucción, sin decir cuándo lo presentaría ni qué garantías daba para el cumplimiento de su promesa. (954, 681, 1170, 795)
paragraph: La actitud de Suárez de Figueroa obedeció á la negativa del ministro de Hacienda á rebajar el cupo de consumos en Málaga, petición que se había formulado en virtud de los daños producidos por las inundaciones. (726, 1778, 942, 1853)
paragraph: Marzo 30.—Contra Santiago Otamendi, por robo. Abogado señor Balmaseda. (41, 2362, 257, 2400)
